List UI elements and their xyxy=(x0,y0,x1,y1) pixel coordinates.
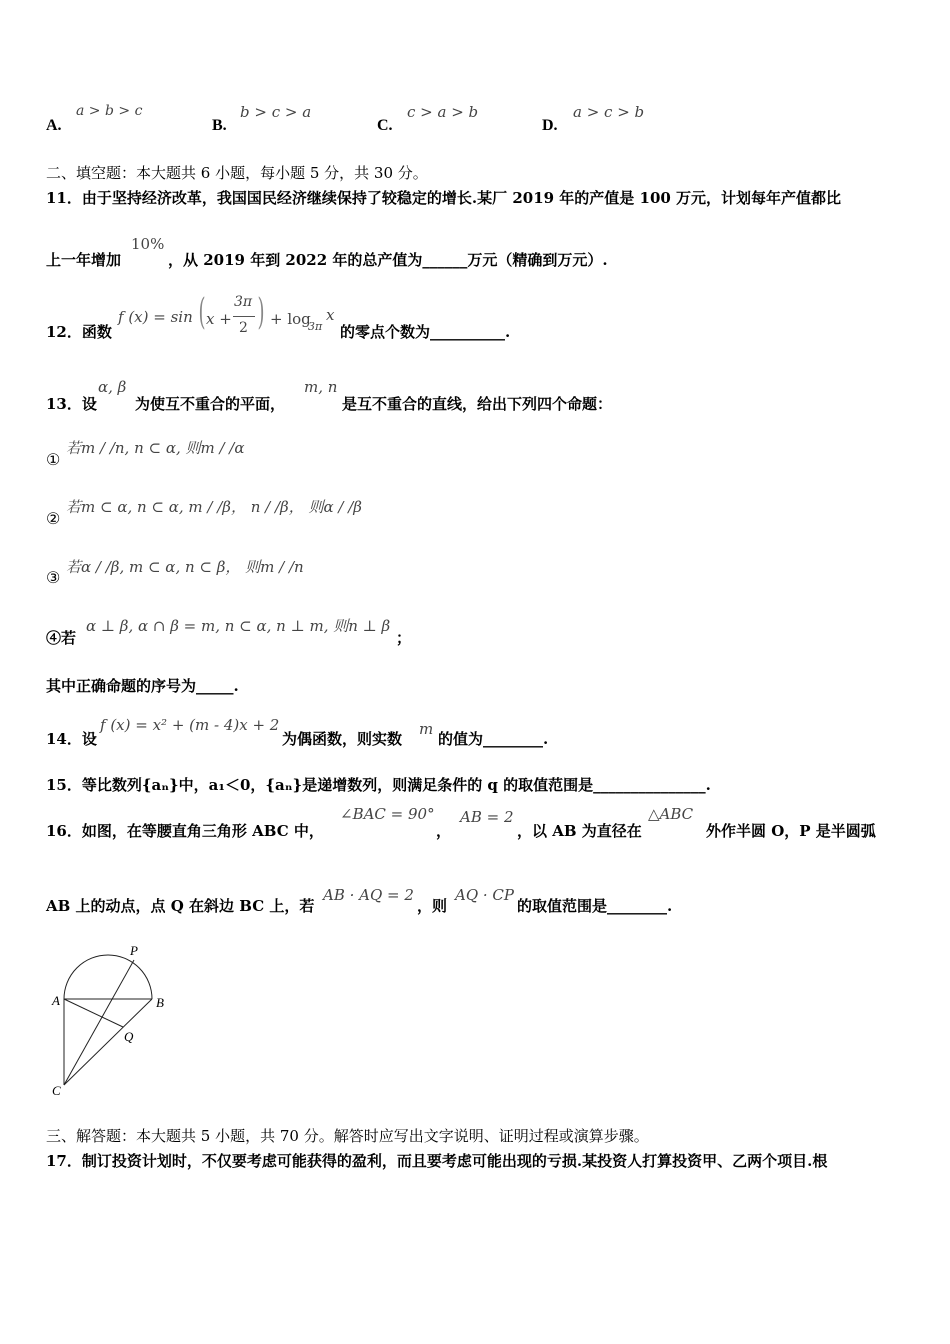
q13-item3-text: 若α / /β, m ⊂ α, n ⊂ β， 则m / /n xyxy=(66,558,304,576)
option-c-label: C. xyxy=(377,117,393,134)
q16-ab: AB = 2 xyxy=(460,808,514,826)
q13-lines: m, n xyxy=(304,378,338,396)
q13-item1-mark: ① xyxy=(46,450,61,469)
q15-text: 15．等比数列{aₙ}中，a₁＜0，{aₙ}是递增数列，则满足条件的 q 的取值范围是_______________. xyxy=(46,776,711,794)
option-c-math: c > a > b xyxy=(407,103,479,121)
q14-fx: f (x) = x² + (m - 4)x + 2 xyxy=(100,716,280,734)
q13-planes: α, β xyxy=(98,378,127,396)
option-a-label: A. xyxy=(46,117,62,134)
semicircle-arc xyxy=(64,955,152,999)
q16-angle: ∠BAC = 90° xyxy=(340,805,435,823)
q16-line2b: ，则 xyxy=(417,897,448,915)
segment-cp xyxy=(64,960,134,1085)
option-b-label: B. xyxy=(212,117,227,134)
q12-prefix: 12．函数 xyxy=(46,323,112,341)
q16-triangle: △ABC xyxy=(648,805,694,823)
q12-x-plus: x + xyxy=(206,310,232,328)
q16-line2a: AB 上的动点，点 Q 在斜边 BC 上，若 xyxy=(46,897,315,915)
q16-suffix: 外作半圆 O，P 是半圆弧 xyxy=(706,822,876,840)
q13-prefix: 13．设 xyxy=(46,395,97,413)
q12-fx: f (x) = sin xyxy=(118,308,193,326)
q13-suffix: 是互不重合的直线，给出下列四个命题： xyxy=(342,395,613,413)
q17-line1: 17．制订投资计划时，不仅要考虑可能获得的盈利，而且要考虑可能出现的亏损.某投资人打算投资甲、乙两个项目.根 xyxy=(46,1152,828,1170)
q13-answer: 其中正确命题的序号为_____. xyxy=(46,677,239,695)
q13-item2-text: 若m ⊂ α, n ⊂ α, m / /β， n / /β， 则α / /β xyxy=(66,498,362,516)
option-d-math: a > c > b xyxy=(573,103,645,121)
q11-line1: 11．由于坚持经济改革，我国国民经济继续保持了较稳定的增长.某厂 2019 年的产值是 100 万元，计划每年产值都比 xyxy=(46,189,842,207)
segment-aq xyxy=(64,999,123,1027)
q13-item2-mark: ② xyxy=(46,509,61,528)
q14-var: m xyxy=(419,720,434,738)
q12-suffix: 的零点个数为__________. xyxy=(340,323,511,341)
option-d-label: D. xyxy=(542,117,558,134)
q13-mid: 为使互不重合的平面， xyxy=(135,395,286,413)
q16-dot2: AQ · CP xyxy=(455,886,515,904)
q12-left-paren: ( xyxy=(198,292,206,333)
section2-heading: 二、填空题：本大题共 6 小题，每小题 5 分，共 30 分。 xyxy=(46,164,428,182)
segment-bc xyxy=(64,999,152,1085)
option-a-math: a > b > c xyxy=(76,103,143,119)
q14-mid: 为偶函数，则实数 xyxy=(282,730,403,748)
q16-line2c: 的取值范围是________. xyxy=(517,897,673,915)
label-q: Q xyxy=(124,1029,134,1044)
q13-item1-text: 若m / /n, n ⊂ α, 则m / /α xyxy=(66,439,245,457)
q16-comma: ， xyxy=(436,822,452,840)
section3-heading: 三、解答题：本大题共 5 小题，共 70 分。解答时应写出文字说明、证明过程或演算步骤。 xyxy=(46,1127,649,1145)
q12-numerator: 3π xyxy=(234,294,253,310)
label-a: A xyxy=(52,993,60,1008)
q13-item4-mark: ④若 xyxy=(46,629,77,647)
q16-dot1: AB · AQ = 2 xyxy=(323,886,414,904)
q14-prefix: 14．设 xyxy=(46,730,97,748)
label-b: B xyxy=(156,995,164,1010)
q11-percent: 10% xyxy=(131,235,165,253)
q13-item3-mark: ③ xyxy=(46,568,61,587)
q12-fraction-bar xyxy=(233,316,255,317)
q13-item4-text: α ⊥ β, α ∩ β = m, n ⊂ α, n ⊥ m, 则n ⊥ β xyxy=(86,617,391,635)
q12-denominator: 2 xyxy=(239,320,248,336)
q12-log: + log xyxy=(270,310,311,328)
label-p: P xyxy=(130,943,138,958)
q14-suffix: 的值为________. xyxy=(438,730,549,748)
q16-figure xyxy=(40,935,180,1105)
q11-line2a: 上一年增加 xyxy=(46,251,122,269)
q11-line2b: ，从 2019 年到 2022 年的总产值为______万元（精确到万元）. xyxy=(168,251,608,269)
label-c: C xyxy=(52,1083,61,1098)
q16-mid: ，以 AB 为直径在 xyxy=(517,822,642,840)
q12-log-base: 3π xyxy=(308,320,323,333)
q13-item4-tail: ； xyxy=(396,629,412,647)
q12-right-paren: ) xyxy=(257,292,265,333)
option-b-math: b > c > a xyxy=(240,103,312,121)
q16-prefix: 16．如图，在等腰直角三角形 ABC 中， xyxy=(46,822,324,840)
q12-log-arg: x xyxy=(326,306,335,324)
